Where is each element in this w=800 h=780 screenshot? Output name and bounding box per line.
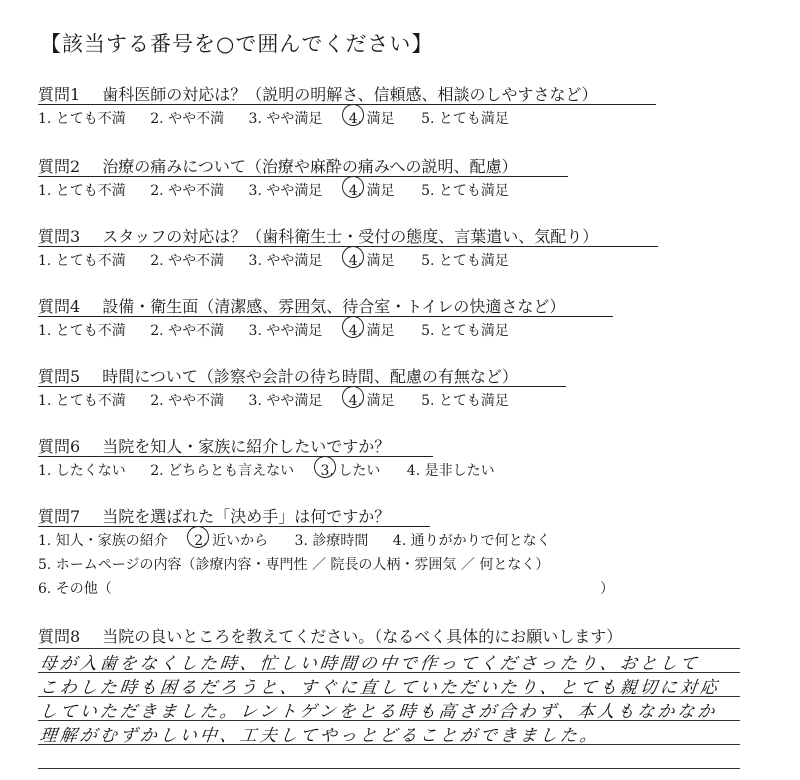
option[interactable]: 2. やや不満 xyxy=(150,393,225,409)
question-text: 設備・衛生面（清潔感、雰囲気、待合室・トイレの快適さなど） xyxy=(102,297,566,316)
option-7-6[interactable] xyxy=(38,578,112,598)
other-paren-close: ） xyxy=(600,581,614,597)
question-underline xyxy=(38,526,430,527)
question-text: 当院を選ばれた「決め手」は何ですか？ xyxy=(102,507,391,526)
question-1 xyxy=(38,82,598,105)
option-7-5[interactable] xyxy=(38,554,549,574)
handwritten-answer-line: こわした時も困るだろうと、すぐに直していただいたり、とても親切に対応 xyxy=(38,678,721,698)
option[interactable]: 3. やや満足 xyxy=(248,323,323,339)
option[interactable]: 3. やや満足 xyxy=(248,393,323,409)
option-selected[interactable] xyxy=(347,320,397,340)
option-selected[interactable] xyxy=(347,250,397,270)
question-text: 歯科医師の対応は？（説明の明解さ、信頼感、相談のしやすさなど） xyxy=(102,85,598,104)
question-number: 質問7 xyxy=(38,507,81,526)
question-number: 質問5 xyxy=(38,367,81,386)
question-number: 質問6 xyxy=(38,437,81,456)
option[interactable]: 3. 診療時間 xyxy=(294,533,369,549)
option[interactable]: 2. やや不満 xyxy=(150,183,225,199)
options-1 xyxy=(38,108,529,128)
question-4 xyxy=(38,294,565,317)
question-text: スタッフの対応は？（歯科衛生士・受付の態度、言葉遣い、気配り） xyxy=(102,227,599,246)
selection-circle: 2. 近いから xyxy=(192,530,270,550)
options-5 xyxy=(38,390,529,410)
option[interactable]: 2. やや不満 xyxy=(150,253,225,269)
options-6 xyxy=(38,460,515,480)
option[interactable]: 5. とても満足 xyxy=(421,183,509,199)
option-selected[interactable] xyxy=(347,180,397,200)
option[interactable]: 3. やや満足 xyxy=(248,111,323,127)
handwritten-answer-line: 母が入歯をなくした時、忙しい時間の中で作ってくださったり、おとして xyxy=(38,654,701,674)
option[interactable]: 1. とても不満 xyxy=(38,183,126,199)
option[interactable]: 1. とても不満 xyxy=(38,111,126,127)
selection-circle: 4. 満足 xyxy=(347,180,397,200)
option[interactable]: 1. とても不満 xyxy=(38,393,126,409)
question-8 xyxy=(38,624,622,647)
question-text: 時間について（診察や会計の待ち時間、配慮の有無など） xyxy=(102,367,518,386)
option[interactable]: 5. ホームページの内容（診療内容・専門性 ／ 院長の人柄・雰囲気 ／ 何となく） xyxy=(38,557,550,573)
answer-line xyxy=(38,768,740,769)
option[interactable]: 5. とても満足 xyxy=(421,393,509,409)
options-2 xyxy=(38,180,529,200)
question-number: 質問2 xyxy=(38,157,81,176)
option[interactable]: 2. やや不満 xyxy=(150,323,225,339)
option-other[interactable]: 6. その他（ xyxy=(38,581,112,597)
question-6 xyxy=(38,434,390,457)
option[interactable]: 2. どちらとも言えない xyxy=(150,463,295,479)
question-number: 質問3 xyxy=(38,227,81,246)
option-selected[interactable] xyxy=(319,460,383,480)
option[interactable]: 5. とても満足 xyxy=(421,323,509,339)
question-text: 治療の痛みについて（治療や麻酔の痛みへの説明、配慮） xyxy=(102,157,518,176)
question-number: 質問4 xyxy=(38,297,81,316)
question-number: 質問1 xyxy=(38,85,81,104)
question-underline xyxy=(38,386,566,387)
option[interactable]: 1. とても不満 xyxy=(38,323,126,339)
selection-circle: 3. したい xyxy=(319,460,383,480)
question-5 xyxy=(38,364,518,387)
option[interactable]: 3. やや満足 xyxy=(248,183,323,199)
page-title: 【該当する番号を○で囲んでください】 xyxy=(40,32,434,56)
option[interactable]: 1. とても不満 xyxy=(38,253,126,269)
selection-circle: 4. 満足 xyxy=(347,390,397,410)
options-3 xyxy=(38,250,529,270)
selection-circle: 4. 満足 xyxy=(347,250,397,270)
option[interactable]: 2. やや不満 xyxy=(150,111,225,127)
option[interactable]: 1. したくない xyxy=(38,463,126,479)
option-selected[interactable] xyxy=(347,108,397,128)
option-selected[interactable] xyxy=(192,530,270,550)
question-number: 質問8 xyxy=(38,627,81,646)
option[interactable]: 5. とても満足 xyxy=(421,253,509,269)
option[interactable]: 3. やや満足 xyxy=(248,253,323,269)
option[interactable]: 5. とても満足 xyxy=(421,111,509,127)
question-underline xyxy=(38,456,433,457)
question-underline xyxy=(38,316,613,317)
options-4 xyxy=(38,320,529,340)
question-3 xyxy=(38,224,598,247)
option[interactable]: 4. 是非したい xyxy=(406,463,495,479)
option[interactable]: 1. 知人・家族の紹介 xyxy=(38,533,168,549)
selection-circle: 4. 満足 xyxy=(347,108,397,128)
handwritten-answer-line: 理解がむずかしい中、工夫してやっとどることができました。 xyxy=(38,726,601,746)
option-selected[interactable] xyxy=(347,390,397,410)
selection-circle: 4. 満足 xyxy=(347,320,397,340)
question-text: 当院の良いところを教えてください。（なるべく具体的にお願いします） xyxy=(102,627,623,646)
question-2 xyxy=(38,154,518,177)
options-7 xyxy=(38,530,571,550)
option[interactable]: 4. 通りがかりで何となく xyxy=(392,533,551,549)
handwritten-answer-line: していただきました。レントゲンをとる時も高さが合わず、本人もなかなか xyxy=(38,702,719,722)
question-7 xyxy=(38,504,390,527)
question-underline xyxy=(38,176,568,177)
question-text: 当院を知人・家族に紹介したいですか？ xyxy=(102,437,391,456)
